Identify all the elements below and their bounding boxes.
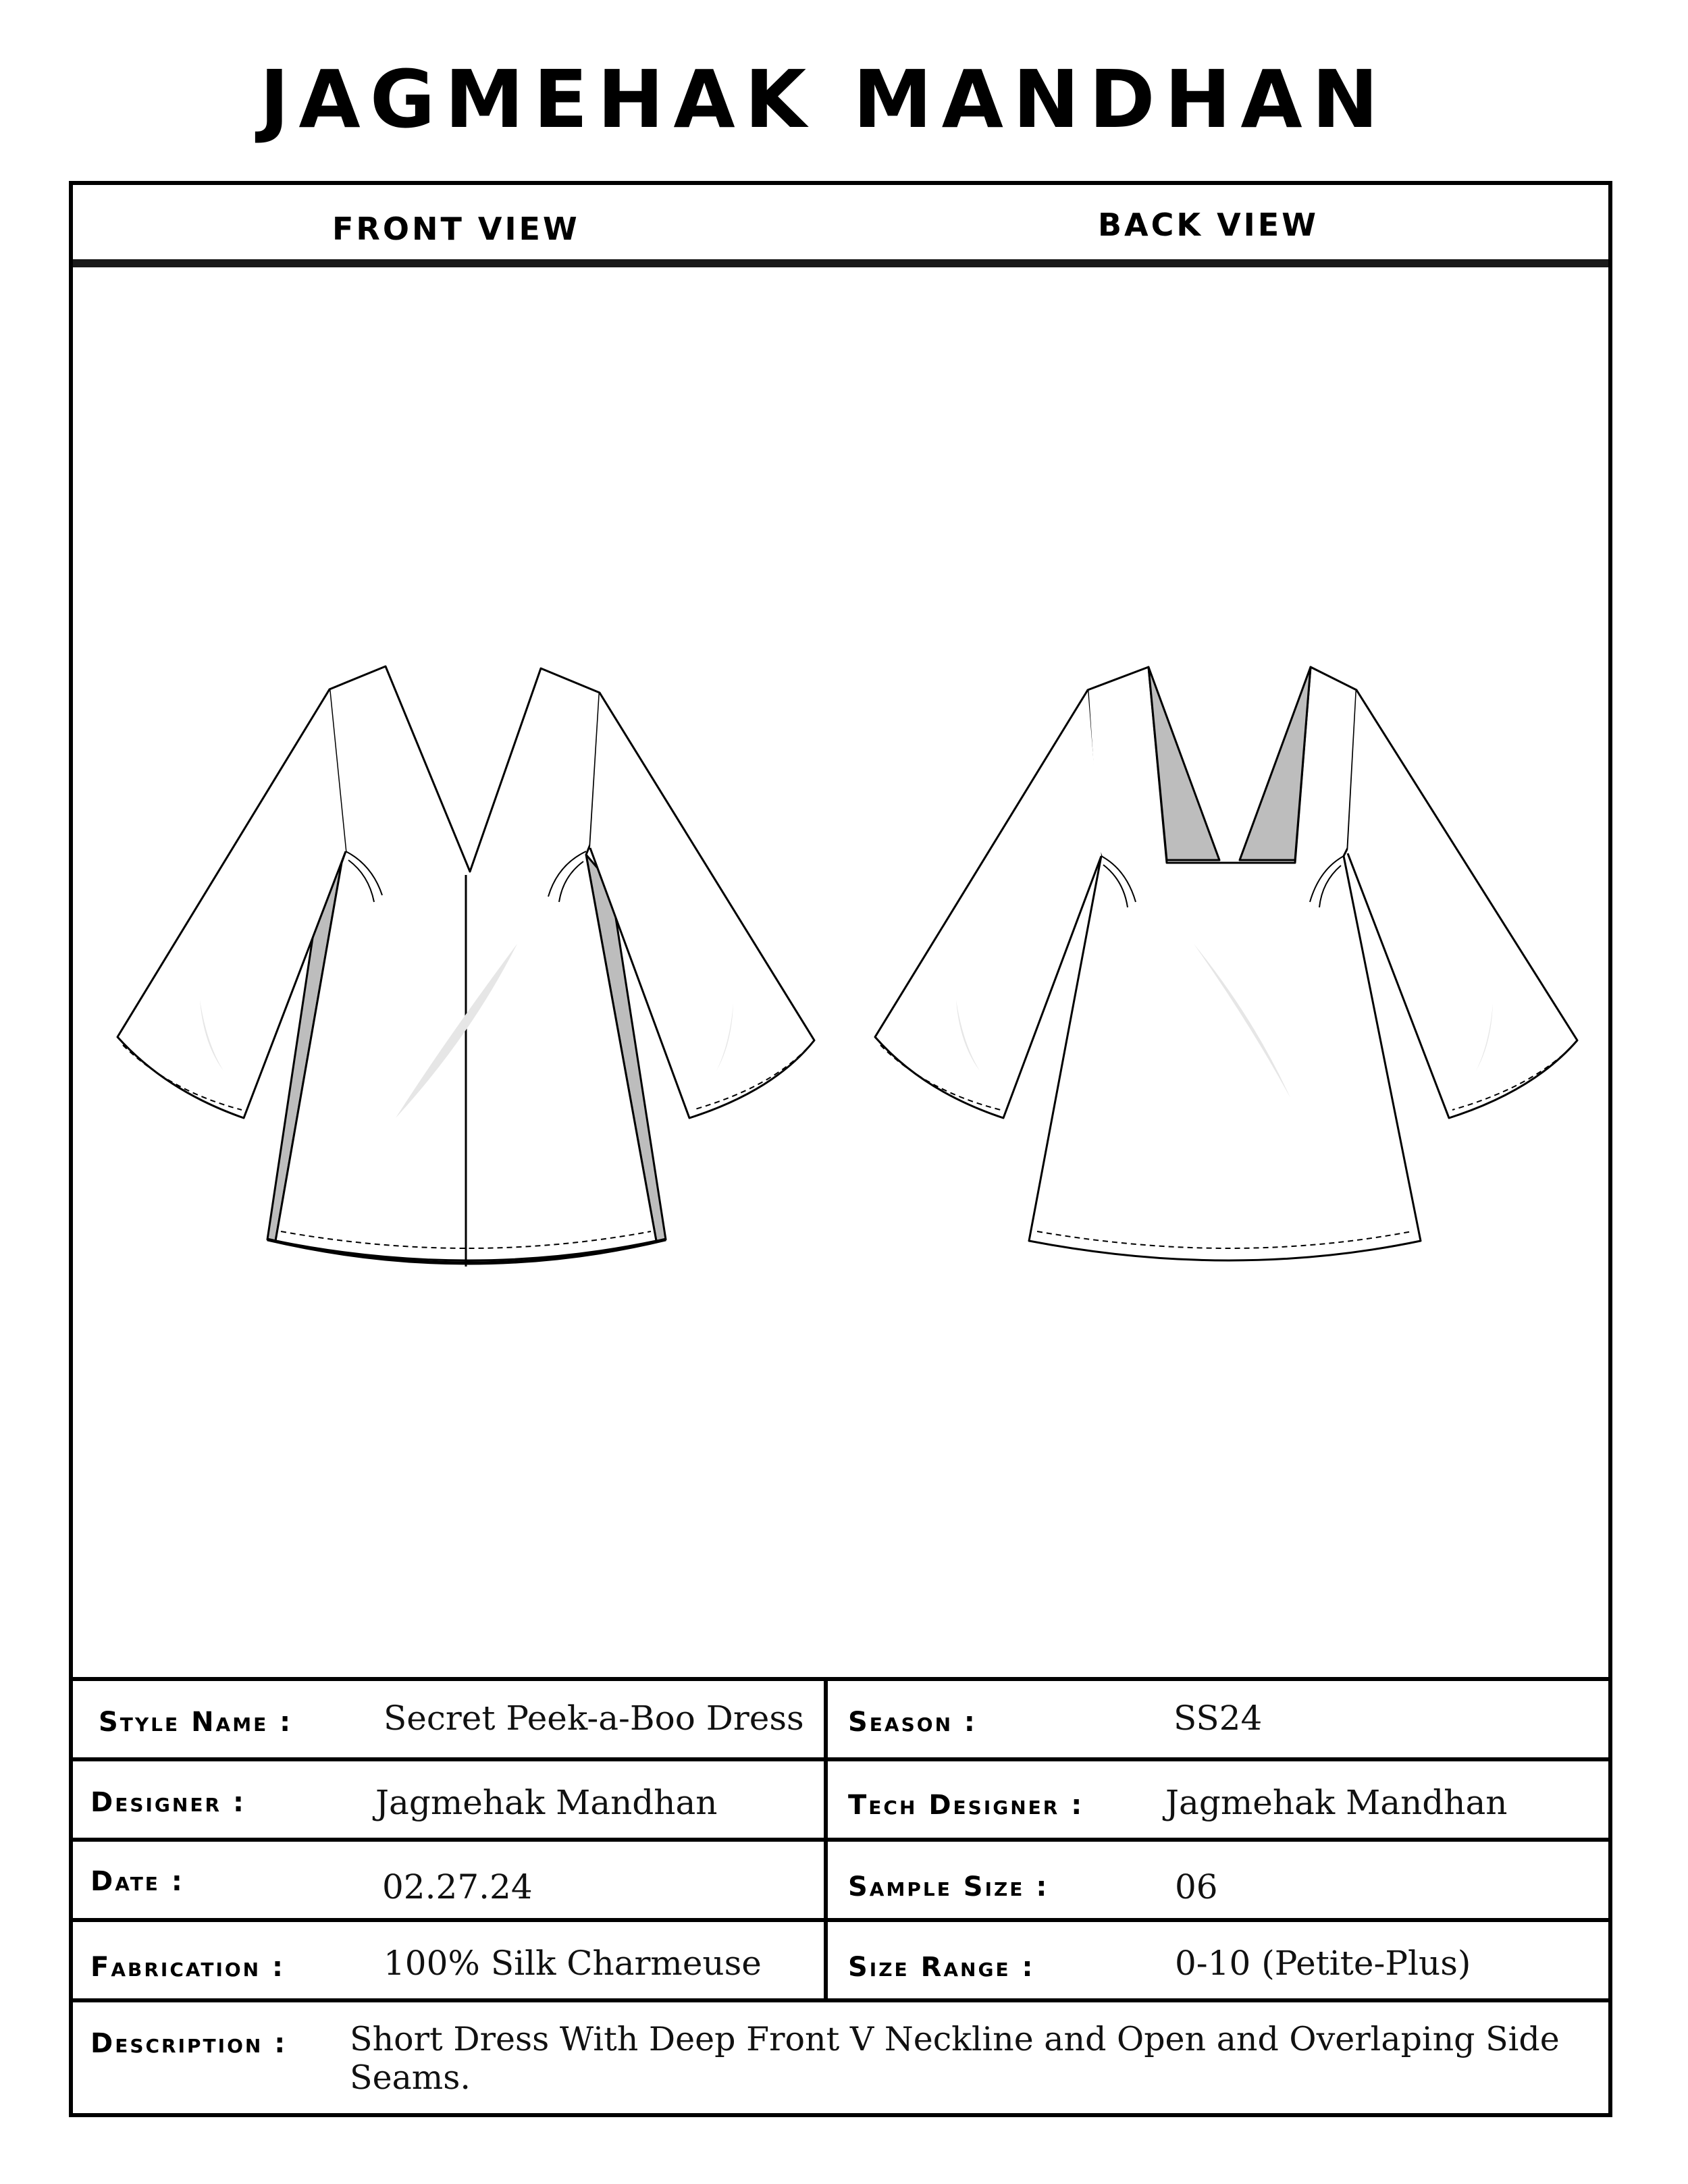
spec-row-designer <box>73 1761 1608 1842</box>
style-name-value: Secret Peek-a-Boo Dress <box>384 1699 804 1738</box>
description-label: Description : <box>90 2028 288 2059</box>
date-label: Date : <box>90 1866 184 1897</box>
size-range-label: Size Range : <box>848 1952 1035 1983</box>
fabrication-label: Fabrication : <box>90 1952 286 1983</box>
style-name-label: Style Name : <box>99 1707 293 1738</box>
season-label: Season : <box>848 1707 977 1738</box>
designer-value: Jagmehak Mandhan <box>375 1783 718 1822</box>
spec-row-style <box>73 1681 1608 1761</box>
size-range-value: 0-10 (Petite-Plus) <box>1175 1944 1471 1983</box>
front-view-sketch <box>73 267 845 1677</box>
designer-label: Designer : <box>90 1787 246 1818</box>
sample-size-label: Sample Size : <box>848 1871 1049 1902</box>
sample-size-value: 06 <box>1175 1867 1218 1907</box>
spec-row-fabrication <box>73 1922 1608 2002</box>
sketch-area <box>73 267 1608 1677</box>
spec-row-date <box>73 1842 1608 1922</box>
season-value: SS24 <box>1173 1699 1263 1738</box>
header-divider <box>73 259 1608 267</box>
fabrication-value: 100% Silk Charmeuse <box>384 1944 762 1983</box>
back-view-label: BACK VIEW <box>1098 207 1319 243</box>
tech-designer-value: Jagmehak Mandhan <box>1165 1783 1508 1822</box>
tech-pack-sheet <box>69 181 1612 2117</box>
spec-row-description <box>73 2002 1608 2109</box>
date-value: 02.27.24 <box>382 1867 533 1907</box>
back-view-sketch <box>845 267 1616 1677</box>
spec-table <box>73 1677 1608 2109</box>
front-view-label: FRONT VIEW <box>332 211 580 247</box>
description-value: Short Dress With Deep Front V Neckline and Open and Overlaping Side Seams. <box>350 2020 1560 2097</box>
brand-title: JAGMEHAK MANDHAN <box>259 53 1388 146</box>
tech-designer-label: Tech Designer : <box>848 1790 1084 1821</box>
